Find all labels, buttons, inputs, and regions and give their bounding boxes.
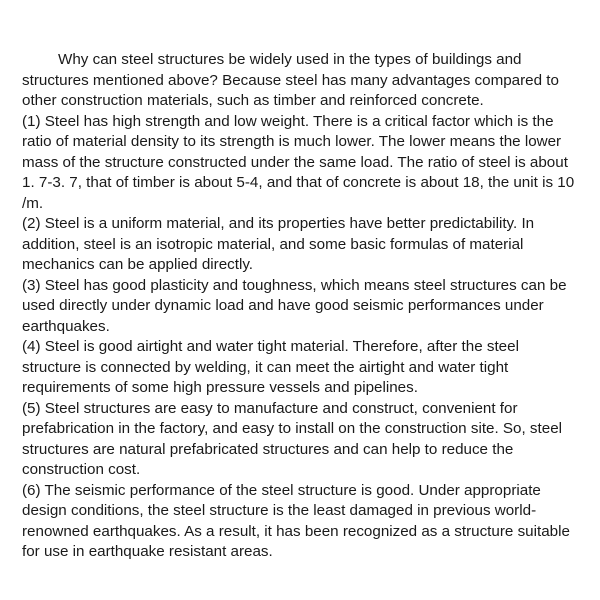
point-paragraph-1: (1) Steel has high strength and low weight. There is a critical factor which is the ratio of material density to its strength is much lower. The lower means the lower mass of the structure constructed under the same load. The ratio of steel is about 1. 7-3. 7, that of timber is about 5-4, and that of concrete is about 18, the unit is 10 /m. [22, 112, 575, 212]
point-paragraph-4: (4) Steel is good airtight and water tight material. Therefore, after the steel structure is connected by welding, it can meet the airtight and water tight requirements of some high pressure vessels and pipelines. [22, 338, 519, 396]
intro-paragraph: Why can steel structures be widely used in the types of buildings and structures mentioned above? Because steel has many advantages compared to other construction materials, such as timber and reinforced concrete. [22, 51, 559, 109]
document-body [22, 50, 582, 563]
point-paragraph-5: (5) Steel structures are easy to manufacture and construct, convenient for prefabrication in the factory, and easy to install on the construction site. So, steel structures are natural prefabricated structures and can help to reduce the construction cost. [22, 399, 563, 478]
point-paragraph-3: (3) Steel has good plasticity and toughness, which means steel structures can be used directly under dynamic load and have good seismic performances under earthquakes. [22, 276, 567, 335]
point-paragraph-2: (2) Steel is a uniform material, and its properties have better predictability. In addition, steel is an isotropic material, and some basic formulas of material mechanics can be applied directly. [22, 215, 535, 273]
point-paragraph-6: (6) The seismic performance of the steel structure is good. Under appropriate design conditions, the steel structure is the least damaged in previous world-renowned earthquakes. As a result, it has been recognized as a structure suitable for use in earthquake resistant areas. [22, 481, 570, 560]
